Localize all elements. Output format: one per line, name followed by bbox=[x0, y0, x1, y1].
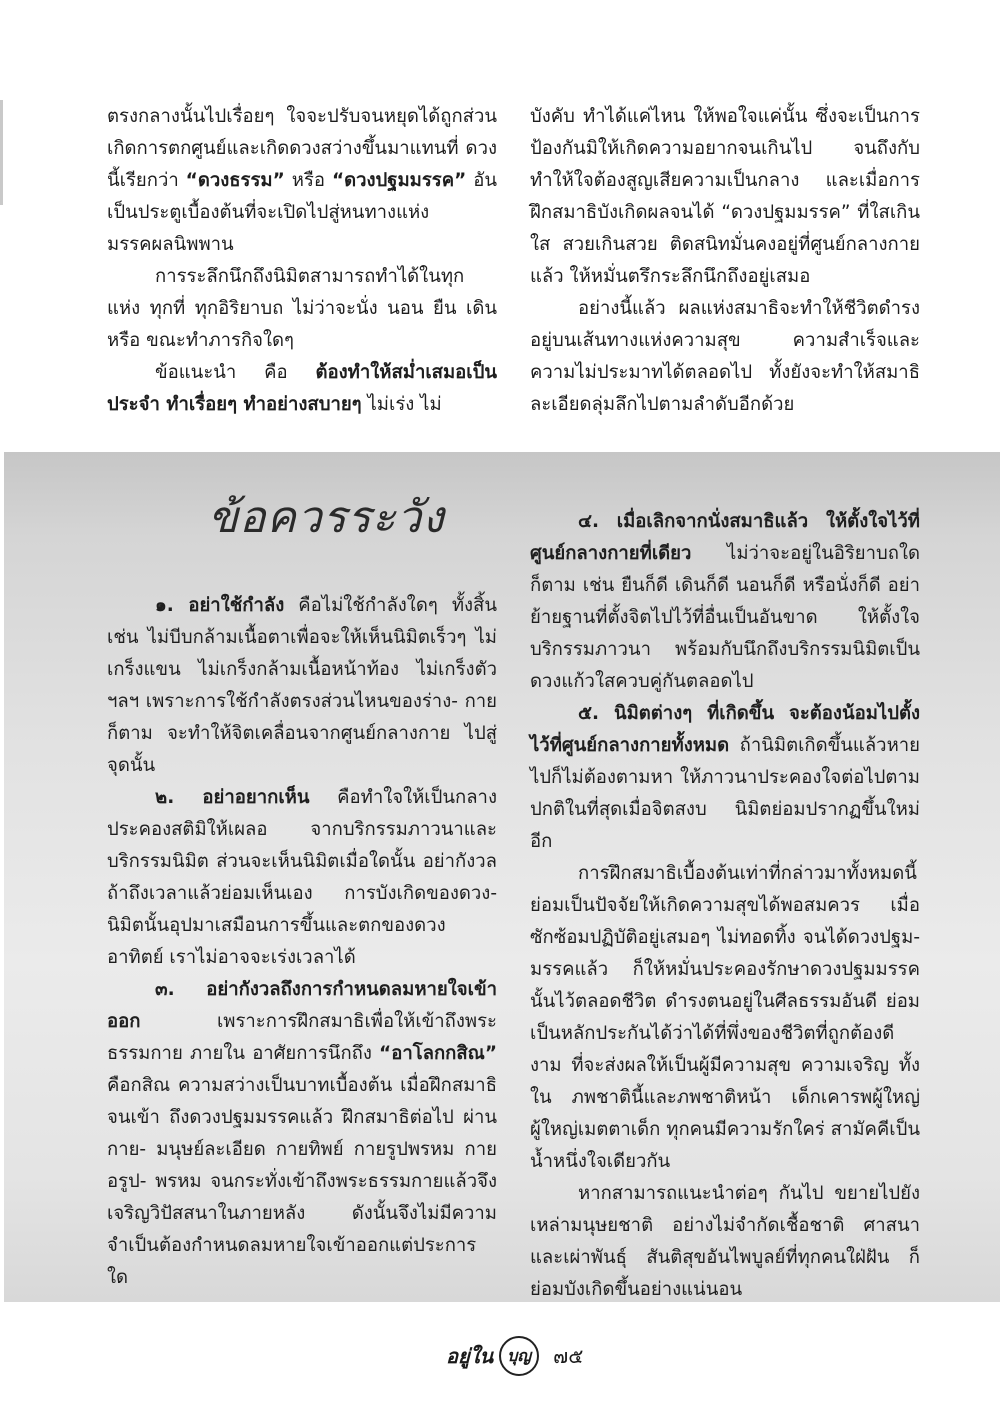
text-run: ไม่เร่ง ไม่ bbox=[361, 394, 442, 415]
text-run: บังคับ ทำได้แค่ไหน ให้พอใจแค่นั้น ซึ่งจะเป็นการ ป้องกันมิให้เกิดความอยากจนเกินไป จนถึงกับ ทำให้ใจต้องสูญเสียความเป็นกลาง และเมื่อการ ฝึกสมาธิบังเกิดผลจนได้ bbox=[530, 106, 920, 223]
text-run: คือกสิณ ความสว่างเป็นบาทเบื้องต้น เมื่อฝึกสมาธิจนเข้า ถึงดวงปฐมมรรคแล้ว ฝึกสมาธิต่อไป ผ่านกาย- มนุษย์ละเอียด กายทิพย์ กายรูปพรหม กายอรูป- พรหม จนกระทั่งเข้าถึงพระธรรมกายแล้วจึง เจริญวิปัสสนาในภายหลัง ดังนั้นจึงไม่มีความ จำเป็นต้องกำหนดลมหายใจเข้าออกแต่ประการใด bbox=[107, 1075, 497, 1288]
page-footer bbox=[446, 1334, 583, 1378]
bold-text-run: “อาโลกกสิณ” bbox=[379, 1043, 497, 1064]
precaution-item-4 bbox=[530, 506, 920, 698]
bold-text-run: ๕. นิมิตต่างๆ ที่เกิดขึ้น จะต้องน้อมไปตั้ง ไว้ที่ศูนย์กลางกายทั้งหมด bbox=[530, 703, 920, 756]
text-run: ไม่ว่าจะอยู่ในอิริยาบถใด ก็ตาม เช่น ยืนก็ดี เดินก็ดี นอนก็ดี หรือนั่งก็ดี อย่าย้ายฐานที่ตั้งจิตไปไว้ที่อื่นเป็นอันขาด ให้ตั้งใจ บริกรรมภาวนา พร้อมกับนึกถึงบริกรรมนิมิตเป็น ดวงแก้วใสควบคู่กันตลอดไป bbox=[530, 543, 920, 692]
bold-text-run: ๓. อย่ากังวลถึงการกำหนดลมหายใจเข้า ออก bbox=[107, 979, 497, 1032]
magazine-logo-text: อยู่ใน bbox=[446, 1344, 494, 1368]
bottom-left-column bbox=[107, 590, 497, 1294]
top-right-column bbox=[530, 101, 920, 421]
text-run: ที่ใสเกินใส สวยเกินสวย ติดสนิทมั่นคงอยู่ที่ศูนย์กลางกายแล้ว ให้หมั่นตรึกระลึกนึกถึงอยู่เสมอ bbox=[530, 202, 921, 287]
page-number: ๗๕ bbox=[553, 1344, 584, 1368]
paragraph: การระลึกนึกถึงนิมิตสามารถทำได้ในทุกแห่ง ทุกที่ ทุกอิริยาบถ ไม่ว่าจะนั่ง นอน ยืน เดิน หรือ ขณะทำภารกิจใดๆ bbox=[107, 266, 497, 351]
bold-text-run: ต้องทำให้สม่ำเสมอเป็น ประจำ ทำเรื่อยๆ ทำอย่างสบายๆ bbox=[107, 362, 497, 415]
paragraph: หากสามารถแนะนำต่อๆ กันไป ขยายไปยัง เหล่ามนุษยชาติ อย่างไม่จำกัดเชื้อชาติ ศาสนา และเผ่าพันธุ์ สันติสุขอันไพบูลย์ที่ทุกคนใฝ่ฝัน ก็ย่อมบังเกิดขึ้นอย่างแน่นอน bbox=[530, 1183, 920, 1300]
magazine-logo-circle: บุญ bbox=[499, 1336, 539, 1376]
paragraph bbox=[107, 101, 497, 261]
text-run: ตรงกลางนั้นไปเรื่อยๆ ใจจะปรับจนหยุดได้ถูกส่วน เกิดการตกศูนย์และเกิดดวงสว่างขึ้นมาแทนที่ ดวงนี้เรียกว่า bbox=[107, 106, 497, 191]
paragraph: การฝึกสมาธิเบื้องต้นเท่าที่กล่าวมาทั้งหมดนี้ ย่อมเป็นปัจจัยให้เกิดความสุขได้พอสมควร เมื่อ ซักซ้อมปฏิบัติอยู่เสมอๆ ไม่ทอดทิ้ง จนได้ดวงปฐม- มรรคแล้ว ก็ให้หมั่นประคองรักษาดวงปฐมมรรค นั้นไว้ตลอดชีวิต ดำรงตนอยู่ในศีลธรรมอันดี ย่อม เป็นหลักประกันได้ว่าได้ที่พึ่งของชีวิตที่ถูกต้องดีงาม ที่จะส่งผลให้เป็นผู้มีความสุข ความเจริญ ทั้งใน ภพชาตินี้และภพชาติหน้า เด็กเคารพผู้ใหญ่ ผู้ใหญ่เมตตาเด็ก ทุกคนมีความรักใคร่ สามัคคีเป็น น้ำหนึ่งใจเดียวกัน bbox=[530, 863, 920, 1172]
bold-text-run: ๑. อย่าใช้กำลัง bbox=[155, 595, 285, 616]
precaution-item-5 bbox=[530, 698, 920, 858]
bottom-right-column bbox=[530, 506, 920, 1306]
paragraph: อย่างนี้แล้ว ผลแห่งสมาธิจะทำให้ชีวิตดำรง อยู่บนเส้นทางแห่งความสุข ความสำเร็จและ ความไม่ประมาทได้ตลอดไป ทั้งยังจะทำให้สมาธิ ละเอียดลุ่มลึกไปตามลำดับอีกด้วย bbox=[530, 298, 920, 415]
text-run: ข้อแนะนำ คือ bbox=[155, 362, 316, 383]
section-title: ข้อควรระวัง bbox=[208, 492, 445, 543]
bold-text-run: ๔. เมื่อเลิกจากนั่งสมาธิแล้ว ให้ตั้งใจไว้ที่ ศูนย์กลางกายที่เดียว bbox=[530, 511, 920, 564]
precaution-item-3 bbox=[107, 974, 497, 1294]
precaution-item-2 bbox=[107, 782, 497, 974]
text-run: เพราะการฝึกสมาธิเพื่อให้เข้าถึงพระธรรมกาย ภายใน อาศัยการนึกถึง bbox=[107, 1011, 497, 1064]
bold-text-run: “ดวงธรรม” bbox=[185, 170, 285, 191]
text-run: “ดวงปฐมมรรค” bbox=[721, 202, 851, 223]
precaution-item-1 bbox=[107, 590, 497, 782]
text-run: คือทำใจให้เป็นกลาง ประคองสติมิให้เผลอ จากบริกรรมภาวนาและ บริกรรมนิมิต ส่วนจะเห็นนิมิตเมื่อใดนั้น อย่ากังวล ถ้าถึงเวลาแล้วย่อมเห็นเอง การบังเกิดของดวง- นิมิตนั้นอุปมาเสมือนการขึ้นและตกของดวงอาทิตย์ เราไม่อาจจะเร่งเวลาได้ bbox=[107, 787, 497, 968]
paragraph bbox=[530, 101, 920, 293]
text-run: หรือ bbox=[284, 170, 332, 191]
bold-text-run: ๒. อย่าอยากเห็น bbox=[155, 787, 310, 808]
text-run: คือไม่ใช้กำลังใดๆ ทั้งสิ้น เช่น ไม่บีบกล้ามเนื้อตาเพื่อจะให้เห็นนิมิตเร็วๆ ไม่เกร็งแขน ไม่เกร็งกล้ามเนื้อหน้าท้อง ไม่เกร็งตัว ฯลฯ เพราะการใช้กำลังตรงส่วนไหนของร่าง- กายก็ตาม จะทำให้จิตเคลื่อนจากศูนย์กลางกาย ไปสู่จุดนั้น bbox=[107, 595, 497, 776]
text-run: อันเป็นประตูเบื้องต้นที่จะเปิดไปสู่หนทางแห่ง มรรคผลนิพพาน bbox=[107, 170, 497, 255]
page-edge-marker bbox=[0, 100, 3, 205]
top-left-column bbox=[107, 101, 497, 421]
text-run: ถ้านิมิตเกิดขึ้นแล้วหาย ไปก็ไม่ต้องตามหา ให้ภาวนาประคองใจต่อไปตาม ปกติในที่สุดเมื่อจิตสงบ นิมิตย่อมปรากฏขึ้นใหม่อีก bbox=[530, 735, 920, 852]
bold-text-run: “ดวงปฐมมรรค” bbox=[331, 170, 467, 191]
paragraph bbox=[107, 357, 497, 421]
